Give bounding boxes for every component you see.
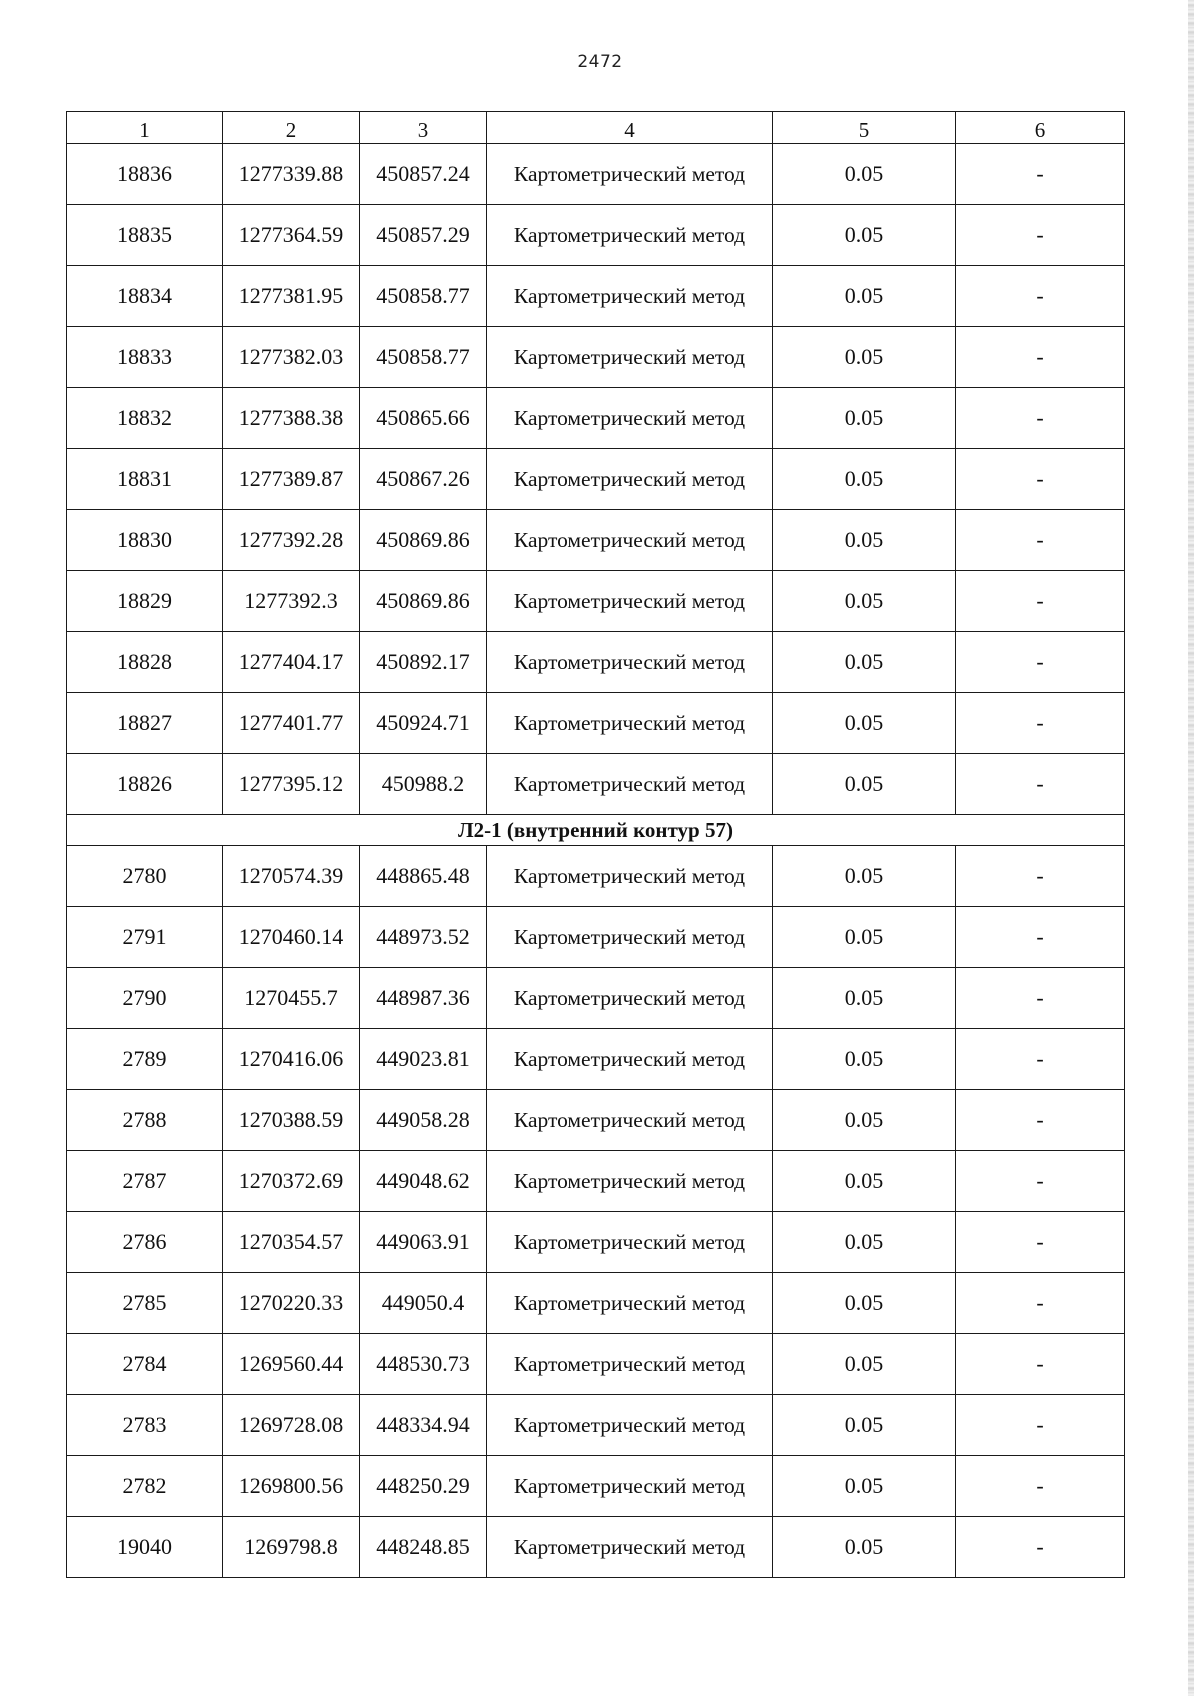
table-cell-col-4: Картометрический метод <box>487 144 773 205</box>
table-cell-col-1: 18827 <box>67 693 223 754</box>
table-cell-col-4: Картометрический метод <box>487 510 773 571</box>
table-row <box>67 968 1125 1029</box>
table-cell-col-5: 0.05 <box>773 1334 956 1395</box>
table-cell-col-4: Картометрический метод <box>487 846 773 907</box>
table-cell-col-4: Картометрический метод <box>487 968 773 1029</box>
table-row <box>67 510 1125 571</box>
table-cell-col-6: - <box>956 754 1125 815</box>
table-cell-col-6: - <box>956 693 1125 754</box>
table-row <box>67 1029 1125 1090</box>
table-cell-col-6: - <box>956 907 1125 968</box>
table-cell-col-5: 0.05 <box>773 449 956 510</box>
table-cell-col-3: 448987.36 <box>360 968 487 1029</box>
table-cell-col-5: 0.05 <box>773 968 956 1029</box>
table-cell-col-2: 1277388.38 <box>223 388 360 449</box>
table-cell-col-4: Картометрический метод <box>487 327 773 388</box>
table-cell-col-2: 1270354.57 <box>223 1212 360 1273</box>
table-row <box>67 1273 1125 1334</box>
table-cell-col-4: Картометрический метод <box>487 571 773 632</box>
table-cell-col-4: Картометрический метод <box>487 205 773 266</box>
page-number: 2472 <box>577 52 623 72</box>
table-cell-col-1: 2784 <box>67 1334 223 1395</box>
table-cell-col-3: 448250.29 <box>360 1456 487 1517</box>
table-cell-col-6: - <box>956 327 1125 388</box>
table-cell-col-3: 448865.48 <box>360 846 487 907</box>
table-cell-col-6: - <box>956 266 1125 327</box>
table-cell-col-6: - <box>956 1090 1125 1151</box>
table-body <box>67 144 1125 1578</box>
table-cell-col-4: Картометрический метод <box>487 1334 773 1395</box>
table-cell-col-6: - <box>956 1029 1125 1090</box>
table-cell-col-6: - <box>956 144 1125 205</box>
table-cell-col-4: Картометрический метод <box>487 907 773 968</box>
table-row <box>67 907 1125 968</box>
table-cell-col-4: Картометрический метод <box>487 1029 773 1090</box>
coordinates-table-container <box>66 111 1124 1578</box>
table-cell-col-1: 2785 <box>67 1273 223 1334</box>
table-cell-col-6: - <box>956 1151 1125 1212</box>
table-cell-col-5: 0.05 <box>773 1151 956 1212</box>
table-row <box>67 1334 1125 1395</box>
table-cell-col-4: Картометрический метод <box>487 1395 773 1456</box>
table-cell-col-6: - <box>956 388 1125 449</box>
table-cell-col-6: - <box>956 449 1125 510</box>
table-cell-col-5: 0.05 <box>773 266 956 327</box>
table-cell-col-6: - <box>956 1273 1125 1334</box>
table-row <box>67 754 1125 815</box>
table-cell-col-5: 0.05 <box>773 754 956 815</box>
table-cell-col-1: 2786 <box>67 1212 223 1273</box>
table-cell-col-1: 2780 <box>67 846 223 907</box>
scan-edge-artifact <box>1188 0 1194 1696</box>
table-cell-col-1: 2789 <box>67 1029 223 1090</box>
table-row <box>67 1090 1125 1151</box>
table-cell-col-1: 18831 <box>67 449 223 510</box>
table-cell-col-2: 1270455.7 <box>223 968 360 1029</box>
table-cell-col-2: 1277392.3 <box>223 571 360 632</box>
table-cell-col-2: 1270372.69 <box>223 1151 360 1212</box>
table-cell-col-4: Картометрический метод <box>487 449 773 510</box>
table-cell-col-3: 450869.86 <box>360 510 487 571</box>
table-cell-col-3: 448973.52 <box>360 907 487 968</box>
table-cell-col-3: 450892.17 <box>360 632 487 693</box>
table-cell-col-3: 449058.28 <box>360 1090 487 1151</box>
table-cell-col-2: 1270416.06 <box>223 1029 360 1090</box>
table-cell-col-5: 0.05 <box>773 571 956 632</box>
table-cell-col-6: - <box>956 1395 1125 1456</box>
table-cell-col-1: 18826 <box>67 754 223 815</box>
table-cell-col-1: 19040 <box>67 1517 223 1578</box>
table-cell-col-6: - <box>956 1517 1125 1578</box>
table-cell-col-6: - <box>956 571 1125 632</box>
table-cell-col-5: 0.05 <box>773 1273 956 1334</box>
table-cell-col-6: - <box>956 1334 1125 1395</box>
column-header-5: 5 <box>773 112 956 144</box>
table-cell-col-5: 0.05 <box>773 1090 956 1151</box>
table-cell-col-5: 0.05 <box>773 1029 956 1090</box>
table-cell-col-1: 2788 <box>67 1090 223 1151</box>
table-cell-col-4: Картометрический метод <box>487 1517 773 1578</box>
table-row <box>67 449 1125 510</box>
table-cell-col-5: 0.05 <box>773 205 956 266</box>
table-row <box>67 693 1125 754</box>
table-cell-col-5: 0.05 <box>773 327 956 388</box>
table-cell-col-5: 0.05 <box>773 388 956 449</box>
table-cell-col-4: Картометрический метод <box>487 266 773 327</box>
table-row <box>67 1395 1125 1456</box>
table-cell-col-4: Картометрический метод <box>487 1212 773 1273</box>
table-cell-col-2: 1270574.39 <box>223 846 360 907</box>
coordinates-table <box>66 111 1125 1578</box>
table-cell-col-5: 0.05 <box>773 907 956 968</box>
table-cell-col-2: 1269728.08 <box>223 1395 360 1456</box>
table-cell-col-2: 1277401.77 <box>223 693 360 754</box>
table-cell-col-3: 449023.81 <box>360 1029 487 1090</box>
section-header-row <box>67 815 1125 846</box>
table-cell-col-3: 448248.85 <box>360 1517 487 1578</box>
table-cell-col-3: 449048.62 <box>360 1151 487 1212</box>
table-cell-col-6: - <box>956 632 1125 693</box>
table-cell-col-4: Картометрический метод <box>487 1151 773 1212</box>
table-cell-col-1: 18832 <box>67 388 223 449</box>
table-row <box>67 632 1125 693</box>
table-cell-col-4: Картометрический метод <box>487 693 773 754</box>
table-cell-col-5: 0.05 <box>773 846 956 907</box>
table-cell-col-2: 1269800.56 <box>223 1456 360 1517</box>
table-cell-col-2: 1277389.87 <box>223 449 360 510</box>
table-cell-col-6: - <box>956 510 1125 571</box>
table-cell-col-3: 450869.86 <box>360 571 487 632</box>
table-cell-col-3: 450857.29 <box>360 205 487 266</box>
table-row <box>67 571 1125 632</box>
table-row <box>67 327 1125 388</box>
table-cell-col-3: 450865.66 <box>360 388 487 449</box>
table-cell-col-1: 2790 <box>67 968 223 1029</box>
table-cell-col-2: 1277404.17 <box>223 632 360 693</box>
table-row <box>67 1456 1125 1517</box>
table-cell-col-3: 448530.73 <box>360 1334 487 1395</box>
table-cell-col-2: 1277382.03 <box>223 327 360 388</box>
table-row <box>67 144 1125 205</box>
table-cell-col-3: 450858.77 <box>360 266 487 327</box>
table-cell-col-3: 449050.4 <box>360 1273 487 1334</box>
table-cell-col-6: - <box>956 1212 1125 1273</box>
column-header-4: 4 <box>487 112 773 144</box>
table-row <box>67 1517 1125 1578</box>
table-cell-col-2: 1277339.88 <box>223 144 360 205</box>
table-cell-col-2: 1277364.59 <box>223 205 360 266</box>
table-cell-col-2: 1269560.44 <box>223 1334 360 1395</box>
table-cell-col-3: 449063.91 <box>360 1212 487 1273</box>
table-cell-col-3: 450857.24 <box>360 144 487 205</box>
table-cell-col-1: 2791 <box>67 907 223 968</box>
table-cell-col-5: 0.05 <box>773 1212 956 1273</box>
column-header-2: 2 <box>223 112 360 144</box>
table-cell-col-2: 1277395.12 <box>223 754 360 815</box>
table-cell-col-1: 18836 <box>67 144 223 205</box>
table-cell-col-1: 18828 <box>67 632 223 693</box>
table-cell-col-3: 450924.71 <box>360 693 487 754</box>
column-header-3: 3 <box>360 112 487 144</box>
table-cell-col-5: 0.05 <box>773 632 956 693</box>
table-header-row <box>67 112 1125 144</box>
table-cell-col-4: Картометрический метод <box>487 1456 773 1517</box>
table-cell-col-1: 18835 <box>67 205 223 266</box>
table-row <box>67 205 1125 266</box>
table-cell-col-6: - <box>956 1456 1125 1517</box>
table-cell-col-5: 0.05 <box>773 1395 956 1456</box>
table-cell-col-2: 1277392.28 <box>223 510 360 571</box>
table-row <box>67 266 1125 327</box>
table-cell-col-4: Картометрический метод <box>487 1090 773 1151</box>
table-cell-col-5: 0.05 <box>773 693 956 754</box>
table-row <box>67 846 1125 907</box>
table-cell-col-3: 450867.26 <box>360 449 487 510</box>
section-title: Л2-1 (внутренний контур 57) <box>67 815 1125 846</box>
table-cell-col-1: 18834 <box>67 266 223 327</box>
table-cell-col-5: 0.05 <box>773 144 956 205</box>
table-cell-col-6: - <box>956 205 1125 266</box>
table-cell-col-5: 0.05 <box>773 1456 956 1517</box>
table-cell-col-2: 1269798.8 <box>223 1517 360 1578</box>
table-cell-col-2: 1270388.59 <box>223 1090 360 1151</box>
table-row <box>67 1212 1125 1273</box>
column-header-6: 6 <box>956 112 1125 144</box>
table-cell-col-1: 18829 <box>67 571 223 632</box>
table-cell-col-2: 1270460.14 <box>223 907 360 968</box>
table-cell-col-4: Картометрический метод <box>487 632 773 693</box>
table-cell-col-1: 2787 <box>67 1151 223 1212</box>
table-cell-col-1: 2783 <box>67 1395 223 1456</box>
table-cell-col-1: 2782 <box>67 1456 223 1517</box>
table-cell-col-4: Картометрический метод <box>487 1273 773 1334</box>
column-header-1: 1 <box>67 112 223 144</box>
table-cell-col-2: 1270220.33 <box>223 1273 360 1334</box>
table-cell-col-6: - <box>956 968 1125 1029</box>
table-cell-col-6: - <box>956 846 1125 907</box>
table-cell-col-4: Картометрический метод <box>487 754 773 815</box>
table-cell-col-5: 0.05 <box>773 510 956 571</box>
table-cell-col-1: 18830 <box>67 510 223 571</box>
table-cell-col-3: 448334.94 <box>360 1395 487 1456</box>
table-cell-col-3: 450988.2 <box>360 754 487 815</box>
table-cell-col-2: 1277381.95 <box>223 266 360 327</box>
table-cell-col-4: Картометрический метод <box>487 388 773 449</box>
table-cell-col-3: 450858.77 <box>360 327 487 388</box>
table-cell-col-5: 0.05 <box>773 1517 956 1578</box>
table-row <box>67 1151 1125 1212</box>
table-cell-col-1: 18833 <box>67 327 223 388</box>
table-row <box>67 388 1125 449</box>
